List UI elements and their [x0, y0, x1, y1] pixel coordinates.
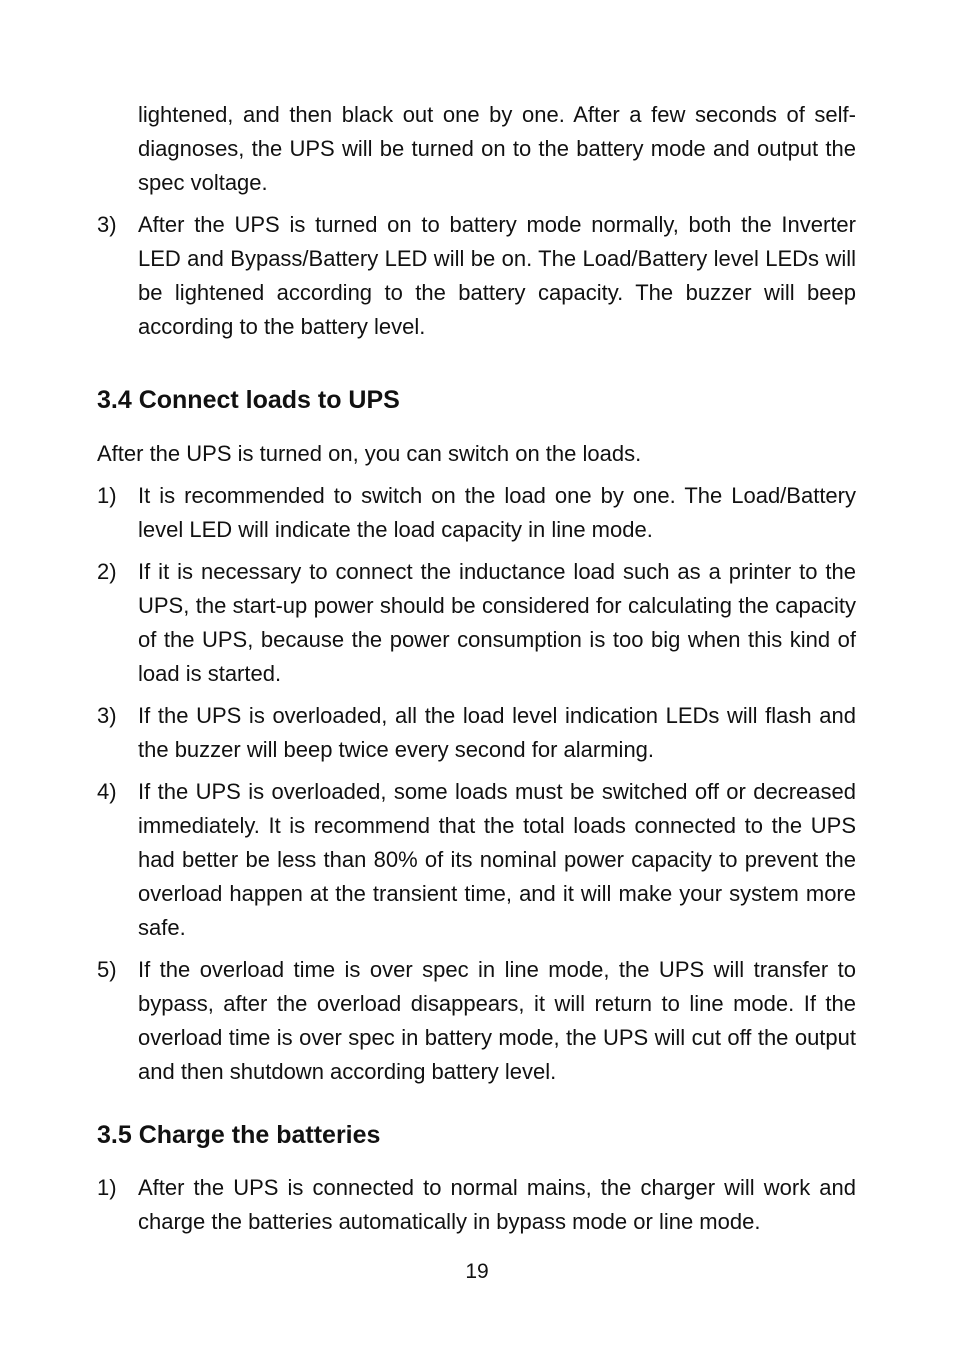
page-number: 19	[465, 1260, 489, 1283]
list-item	[97, 953, 856, 1089]
list-item	[97, 479, 856, 547]
list-item-number: 5)	[97, 957, 117, 982]
list-item-number: 1)	[97, 483, 117, 508]
list-item-text: If the UPS is overloaded, all the load level indication LEDs will flash and the buzzer will beep twice every second for alarming.	[138, 703, 856, 762]
page-content	[97, 98, 856, 1239]
list-item-number: 3)	[97, 703, 117, 728]
list-item-number: 3)	[97, 212, 117, 237]
continued-paragraph: lightened, and then black out one by one. After a few seconds of self-diagnoses, the UPS will be turned on to the battery mode and output the spec voltage.	[138, 102, 856, 195]
list-item-number: 2)	[97, 559, 117, 584]
list-item	[97, 775, 856, 945]
list-item-text: If it is necessary to connect the inductance load such as a printer to the UPS, the start-up power should be considered for calculating the capacity of the UPS, because the power consumption is too big when this kind of load is started.	[138, 559, 856, 686]
list-item-text: After the UPS is connected to normal mains, the charger will work and charge the batteries automatically in bypass mode or line mode.	[138, 1175, 856, 1234]
list-item-text: If the UPS is overloaded, some loads must be switched off or decreased immediately. It is recommend that the total loads connected to the UPS had better be less than 80% of its nominal power capacity to prevent the overload happen at the transient time, and it will make your system more safe.	[138, 779, 856, 940]
section-heading-3-4: 3.4 Connect loads to UPS	[97, 386, 400, 414]
section-heading-3-5: 3.5 Charge the batteries	[97, 1121, 381, 1149]
list-item-text: After the UPS is turned on to battery mode normally, both the Inverter LED and Bypass/Battery LED will be on. The Load/Battery level LEDs will be lightened according to the battery capacity. The buzzer will beep according to the battery level.	[138, 212, 856, 339]
list-item	[97, 1171, 856, 1239]
list-item	[97, 699, 856, 767]
list-item-text: It is recommended to switch on the load one by one. The Load/Battery level LED will indicate the load capacity in line mode.	[138, 483, 856, 542]
list-item-number: 4)	[97, 779, 117, 804]
list-item-text: If the overload time is over spec in line mode, the UPS will transfer to bypass, after the overload disappears, it will return to line mode. If the overload time is over spec in battery mode, the UPS will cut off the output and then shutdown according battery level.	[138, 957, 856, 1084]
list-item	[97, 208, 856, 344]
list-item-number: 1)	[97, 1175, 117, 1200]
section-intro: After the UPS is turned on, you can switch on the loads.	[97, 441, 642, 466]
list-item	[97, 555, 856, 691]
